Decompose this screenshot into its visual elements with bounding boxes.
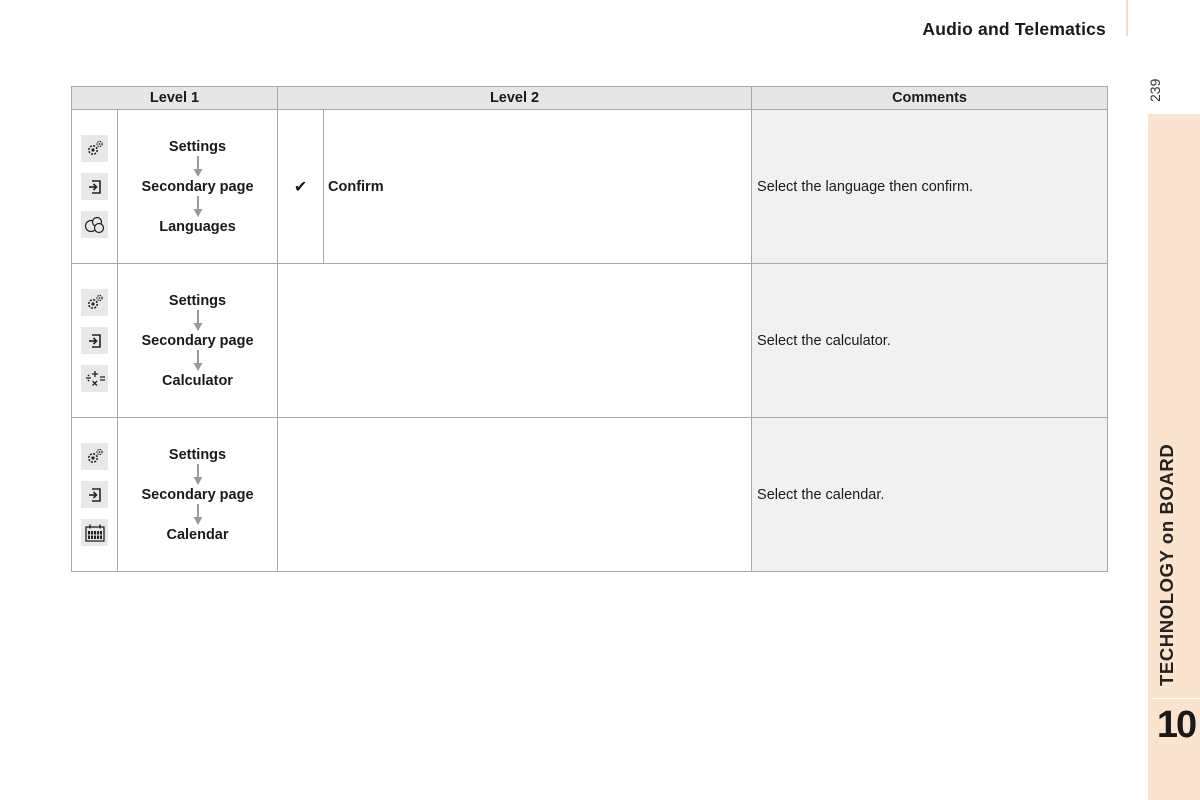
level2-cell [278,418,752,572]
menu-path-cell [118,418,278,572]
path-step-secondary-page: Secondary page [141,332,254,349]
table-row [72,264,1108,418]
section-title: Audio and Telematics [922,19,1106,39]
path-step-calendar: Calendar [166,526,229,543]
path-step-settings: Settings [168,446,227,463]
header-divider [1126,0,1128,36]
path-step-secondary-page: Secondary page [141,178,254,195]
chapter-tab-divider [1152,698,1200,699]
settings-icon [81,289,108,316]
secondary-page-icon [81,173,108,200]
chapter-label: TECHNOLOGY on BOARD [1156,443,1177,686]
confirm-label: Confirm [328,178,384,195]
table-row [72,110,1108,264]
page-number: 239 [1147,78,1163,102]
path-step-settings: Settings [168,292,227,309]
table-row [72,418,1108,572]
table-header-row [72,87,1108,110]
secondary-page-icon [81,327,108,354]
calculator-icon [81,365,108,392]
down-arrow-icon [192,156,204,178]
down-arrow-icon [192,504,204,526]
check-cell [278,110,324,264]
menu-path-cell [118,110,278,264]
settings-icon [81,135,108,162]
path-step-settings: Settings [168,138,227,155]
path-step-calculator: Calculator [162,372,233,389]
down-arrow-icon [192,350,204,372]
down-arrow-icon [192,464,204,486]
menu-table [71,86,1108,572]
icon-cell [72,418,118,572]
path-step-secondary-page: Secondary page [141,486,254,503]
settings-icon [81,443,108,470]
column-header-comments: Comments [752,87,1108,110]
check-icon: ✔ [293,178,308,196]
path-step-languages: Languages [159,218,236,235]
column-header-level2: Level 2 [278,87,752,110]
down-arrow-icon [192,196,204,218]
level2-cell [324,110,752,264]
column-header-level1: Level 1 [72,87,278,110]
secondary-page-icon [81,481,108,508]
down-arrow-icon [192,310,204,332]
level2-cell [278,264,752,418]
chapter-number: 10 [1156,704,1196,746]
calendar-icon [81,519,108,546]
page-number-wrap [1143,72,1173,102]
languages-icon [81,211,108,238]
menu-path-cell [118,264,278,418]
icon-cell [72,264,118,418]
icon-cell [72,110,118,264]
comment-cell: Select the language then confirm. [752,110,1108,264]
comment-cell: Select the calculator. [752,264,1108,418]
comment-cell: Select the calendar. [752,418,1108,572]
